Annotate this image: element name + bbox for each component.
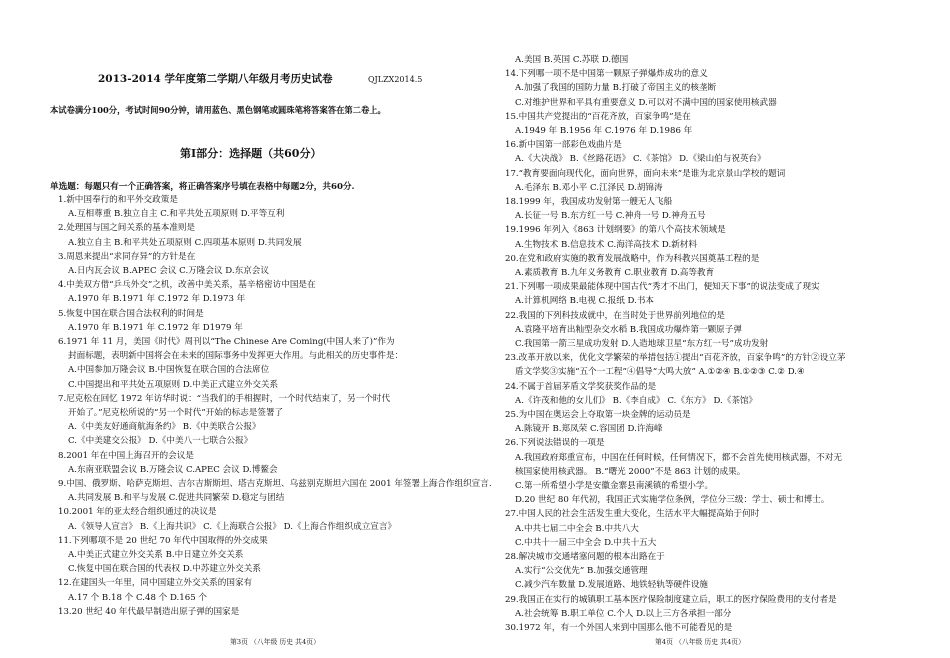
left-question-line: 开始了。”尼克松所说的“另一个时代”开始的标志是签署了	[68, 408, 284, 418]
left-question-line: 7.尼克松在回忆 1972 年访华时说：“当我们的手相握时，一个时代结束了，另一个时代	[58, 393, 391, 404]
left-question-line: A.东南亚联盟会议 B.万隆会议 C.APEC 会议 D.博鳌会	[68, 464, 278, 475]
left-question-line: A.互相尊重 B.独立自主 C.和平共处五项原则 D.平等互利	[68, 209, 285, 220]
left-question-line: 4.中美双方借“乒乓外交”之机，改善中美关系，基辛格密访中国是在	[58, 280, 316, 291]
right-question-line: A.我国政府郑重宣布，中国在任何时候，任何情况下，都不会首先使用核武器，不对无	[515, 452, 842, 463]
right-question-line: 24.不属于首届茅盾文学奖获奖作品的是	[505, 381, 657, 392]
left-question-line: 8.2001 年在中国上海召开的会议是	[58, 450, 194, 461]
exam-title: 2013-2014 学年度第二学期八年级月考历史试卷	[98, 73, 333, 85]
left-question-line: A.日内瓦会议 B.APEC 会议 C.万隆会议 D.东京会议	[68, 266, 269, 276]
right-question-line: A.计算机网络 B.电视 C.报纸 D.书本	[515, 296, 655, 307]
right-question-line: 27.中国人民的社会生活发生重大变化，生活水平大幅提高始于何时	[505, 509, 760, 520]
right-question-line: C.我国第一箭三星成功发射 D.人造地球卫星“东方红一号”成功发射	[515, 339, 769, 349]
left-question-line: A.中国参加万隆会议 B.中国恢复在联合国的合法席位	[68, 365, 270, 376]
right-question-line: D.20 世纪 80 年代初，我国正式实施学位条例，学位分三级：学士、硕士和博士。	[515, 495, 830, 506]
right-question-line: A.1949 年 B.1956 年 C.1976 年 D.1986 年	[515, 126, 693, 136]
right-question-line: A.生物技术 B.信息技术 C.海洋高技术 D.新材料	[515, 239, 697, 250]
right-question-line: A.《大决战》 B.《丝路花语》 C.《茶馆》 D.《梁山伯与祝英台》	[515, 154, 766, 165]
left-question-line: 13.20 世纪 40 年代最早制造出原子弹的国家是	[58, 606, 240, 617]
left-question-line: 12.在建国头一年里，同中国建立外交关系的国家有	[58, 578, 253, 589]
right-question-line: A.中共七届二中全会 B.中共八大	[515, 523, 639, 534]
right-question-line: 核国家使用核武器。 B.“曙光 2000”不是 863 计划的成果。	[515, 466, 746, 477]
left-question-line: A.1970 年 B.1971 年 C.1972 年 D.1973 年	[68, 294, 246, 305]
left-question-line: 封面标题，表明新中国将会在未来的国际事务中发挥更大作用。与此相关的历史事件是：	[68, 351, 404, 362]
right-question-line: 18.1999 年，我国成功发射第一艘无人飞船	[505, 197, 673, 207]
left-question-line: A.1970 年 B.1971 年 C.1972 年 D1979 年	[68, 322, 243, 333]
right-question-line: A.毛泽东 B.邓小平 C.江泽民 D.胡锦涛	[515, 182, 663, 193]
right-question-line: 28.解决城市交通堵塞问题的根本出路在于	[505, 552, 665, 562]
right-question-line: C.减少汽车数量 D.发展道路、地铁轻轨等硬件设施	[515, 580, 708, 591]
left-question-line: 5.恢复中国在联合国合法权利的时间是	[58, 308, 204, 319]
right-question-line: 17.“教育要面向现代化，面向世界，面向未来”是谁为北京景山学校的题词	[505, 168, 786, 179]
left-question-line: 1.新中国奉行的和平外交政策是	[58, 195, 178, 205]
right-question-line: 15.中国共产党提出的“百花齐放，百家争鸣”是在	[505, 111, 691, 122]
right-question-line: 盾文学奖③实施“五个一工程”④倡导“大鸣大放” A.①②④ B.①②③ C.② D.④	[515, 367, 805, 378]
right-question-line: 19.1996 年列入《863 计划纲要》的第八个高技术领域是	[505, 225, 726, 236]
right-question-line: A.素质教育 B.九年义务教育 C.职业教育 D.高等教育	[515, 268, 715, 278]
right-question-line: C.对维护世界和平具有重要意义 D.可以对不满中国的国家使用核武器	[515, 97, 777, 108]
right-question-line: C.中共十一届三中全会 D.中共十五大	[515, 537, 657, 548]
right-question-line: 21.下列哪一项成果最能体现中国古代“秀才不出门，便知天下事”的说法变成了现实	[505, 282, 820, 293]
left-question-line: 10.2001 年的亚太经合组织通过的决议是	[58, 507, 217, 518]
right-question-line: 20.在党和政府实施的教育发展战略中，作为科教兴国奠基工程的是	[505, 253, 760, 264]
left-question-line: C.《中美建交公报》 D.《中美八一七联合公报》	[68, 436, 253, 447]
right-question-line: 29.我国正在实行的城镇职工基本医疗保险制度建立后，职工的医疗保险费用的支付者是	[505, 594, 837, 605]
left-question-line: A.17 个 B.18 个 C.48 个 D.165 个	[68, 592, 208, 603]
right-question-line: A.陈镜开 B.郑凤荣 C.容国团 D.许海峰	[515, 424, 663, 435]
left-question-line: C.恢复中国在联合国的代表权 D.中苏建立外交关系	[68, 564, 261, 575]
right-question-line: A.美国 B.英国 C.苏联 D.德国	[515, 55, 629, 65]
left-question-line: 2.处理国与国之间关系的基本准则是	[58, 223, 196, 234]
left-question-line: 6.1971 年 11 月，美国《时代》周刊以“The Chinese Are Coming(中国人来了)”作为	[58, 337, 395, 347]
right-question-line: A.加强了我国的国防力量 B.打破了帝国主义的核垄断	[515, 83, 717, 94]
right-question-line: A.《许茂和他的女儿们》 B.《李自成》 C.《东方》 D.《茶馆》	[515, 395, 758, 406]
right-question-line: A.实行“公交优先” B.加强交通管理	[515, 566, 648, 577]
instruction: 单选题：每题只有一个正确答案，将正确答案序号填在表格中每题2分，共60分.	[50, 182, 355, 192]
right-question-line: A.长征一号 B.东方红一号 C.神舟一号 D.神舟五号	[515, 211, 706, 222]
right-question-line: A.袁隆平培育出籼型杂交水稻 B.我国成功爆炸第一颗原子弹	[515, 324, 742, 335]
right-question-line: 26.下列说法错误的一项是	[505, 438, 605, 449]
left-question-line: 11.下列哪项不是 20 世纪 70 年代中国取得的外交成果	[58, 535, 268, 546]
exam-code: QJLZX2014.5	[368, 75, 423, 84]
right-question-line: 14.下列哪一项不是中国第一颗原子弹爆炸成功的意义	[505, 69, 708, 80]
right-question-line: 30.1972 年，有一个外国人来到中国那么他不可能看见的是	[505, 623, 733, 633]
left-question-line: 3.周恩来提出“求同存异”的方针是在	[58, 251, 196, 262]
right-question-line: C.第一所希望小学是安徽金寨县南溪镇的希望小学。	[515, 481, 714, 491]
left-question-line: A.独立自主 B.和平共处五项原则 C.四项基本原则 D.共同发展	[68, 237, 302, 248]
left-question-line: A.共同发展 B.和平与发展 C.促进共同繁荣 D.稳定与团结	[68, 493, 285, 504]
right-question-line: 25.为中国在奥运会上夺取第一块金牌的运动员是	[505, 410, 691, 420]
page-footer-right: 第4页 （八年级 历史 共4页）	[655, 638, 745, 646]
left-question-line: A.《中美友好通商航海条约》 B.《中美联合公报》	[68, 422, 261, 433]
exam-note: 本试卷满分100分，考试时间90分钟，请用蓝色、黑色钢笔或圆珠笔将答案答在第二卷上。	[50, 105, 386, 115]
left-question-line: A.《领导人宣言》 B.《上海共识》 C.《上海联合公报》 D.《上海合作组织成立宣言》	[68, 521, 397, 532]
right-question-line: 23.改革开放以来，优化文学繁荣的举措包括①提出“百花齐放，百家争鸣”的方针②设立茅	[505, 353, 846, 364]
left-question-line: C.中国提出和平共处五项原则 D.中美正式建立外交关系	[68, 379, 279, 390]
right-question-line: 16.新中国第一部彩色戏曲片是	[505, 140, 622, 151]
right-question-line: 22.我国的下列科技成就中，在当时处于世界前列地位的是	[505, 310, 725, 321]
page-footer-left: 第3页 （八年级 历史 共4页）	[230, 638, 320, 646]
section-title: 第Ⅰ部分：选择题（共60分）	[180, 147, 322, 160]
right-question-line: A.社会统筹 B.职工单位 C.个人 D.以上三方各承担一部分	[515, 608, 732, 619]
left-question-line: 9.中国、俄罗斯、哈萨克斯坦、吉尔吉斯斯坦、塔吉克斯坦、乌兹别克斯坦六国在 2001 年签署上海合作组织宣言.	[58, 479, 492, 489]
left-question-line: A.中美正式建立外交关系 B.中日建立外交关系	[68, 550, 244, 560]
